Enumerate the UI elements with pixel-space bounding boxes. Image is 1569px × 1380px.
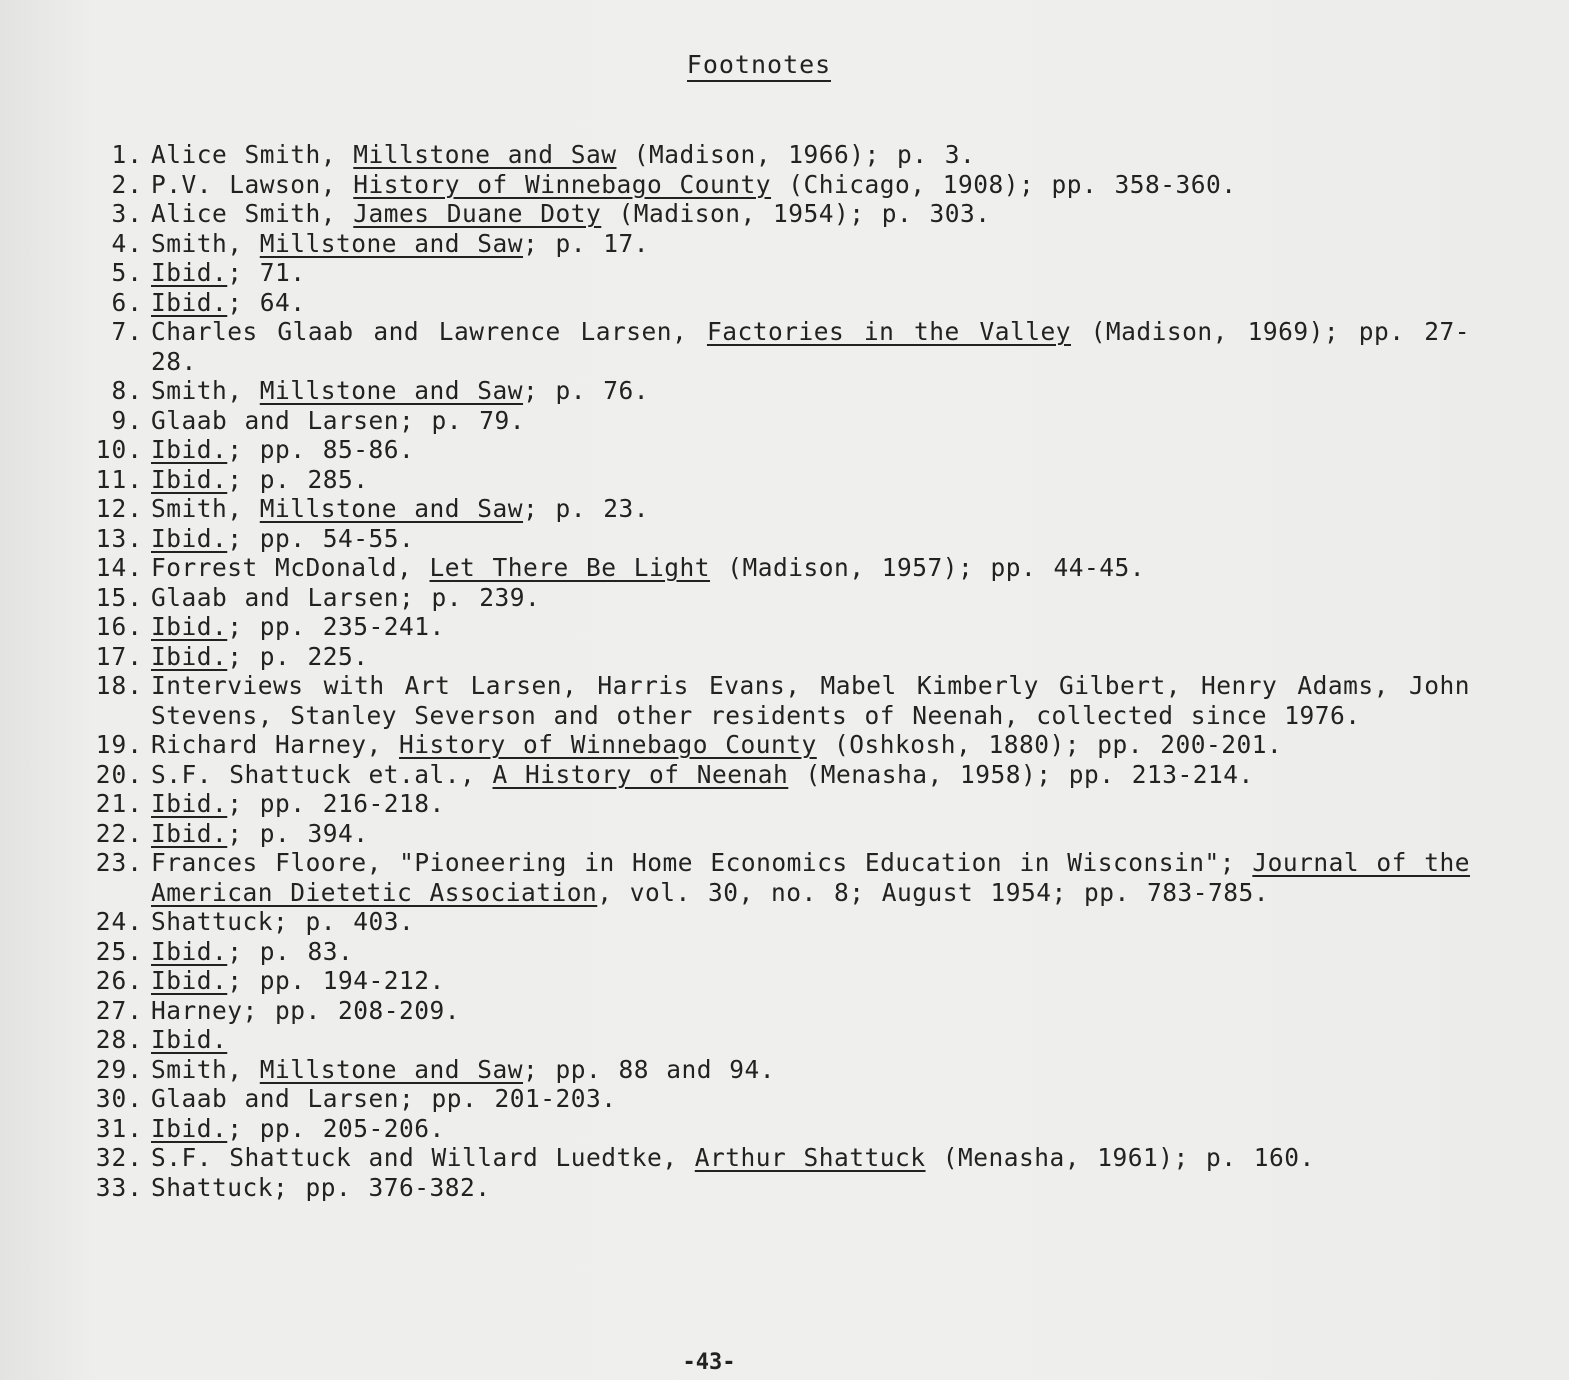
footnote-item	[55, 465, 1470, 495]
footnote-number: 22.	[95, 818, 143, 848]
footnote-text-part: Glaab and Larsen; p. 79.	[151, 405, 526, 435]
footnote-title-underlined: Ibid.	[151, 612, 228, 641]
footnote-text-part: ; 71.	[227, 258, 306, 287]
footnote-text-part: ; pp. 85-86.	[227, 435, 415, 464]
footnote-text	[151, 907, 1470, 937]
footnote-item	[55, 1173, 1470, 1203]
footnote-text-part: Interviews with Art Larsen, Harris Evans, Mabel Kimberly Gilbert, Henry Adams, John Stevens, Stanley Severson and other residents of Neenah, collected since 1976.	[151, 671, 1470, 730]
footnote-item	[55, 996, 1470, 1026]
footnote-text	[151, 376, 1470, 406]
footnote-text	[151, 1025, 1470, 1055]
footnote-text-part: Smith,	[151, 376, 260, 405]
footnote-text-part: Smith,	[151, 1054, 260, 1084]
footnote-title-underlined: Millstone and Saw	[259, 494, 524, 523]
footnote-text	[151, 288, 1470, 318]
footnote-number: 18.	[95, 671, 143, 700]
footnote-number: 4.	[111, 228, 143, 258]
footnote-text-part: ; p. 23.	[523, 494, 650, 523]
footnote-item	[55, 494, 1470, 524]
footnote-item	[55, 1114, 1470, 1144]
footnote-text	[151, 553, 1470, 583]
footnote-text-part: (Madison, 1966); p. 3.	[616, 140, 976, 169]
footnote-text	[151, 671, 1470, 730]
footnote-number: 6.	[111, 287, 143, 317]
footnote-text	[151, 730, 1470, 760]
footnote-text-part: (Menasha, 1961); p. 160.	[925, 1143, 1315, 1172]
footnote-text-part: ; pp. 205-206.	[227, 1113, 445, 1143]
footnote-number: 24.	[95, 907, 143, 936]
footnote-item	[55, 671, 1470, 730]
footnote-item	[55, 819, 1470, 849]
footnote-item	[55, 730, 1470, 760]
footnote-text-part: Smith,	[151, 494, 260, 523]
footnote-number: 7.	[111, 317, 143, 346]
footnote-text-part: Shattuck; p. 403.	[151, 907, 415, 936]
footnote-item	[55, 1025, 1470, 1055]
footnote-number: 19.	[95, 730, 143, 759]
footnote-text-part: S.F. Shattuck and Willard Luedtke,	[151, 1143, 695, 1172]
footnote-item	[55, 317, 1470, 376]
footnote-item	[55, 612, 1470, 642]
footnote-text-part: (Menasha, 1958); pp. 213-214.	[788, 759, 1254, 789]
footnote-number: 29.	[95, 1054, 143, 1084]
footnote-text-part: Glaab and Larsen; pp. 201-203.	[151, 1084, 617, 1113]
footnotes-list	[55, 140, 1470, 1202]
footnote-text	[151, 524, 1470, 554]
footnote-number: 15.	[95, 582, 143, 612]
footnote-text	[151, 170, 1470, 200]
footnote-number: 26.	[95, 966, 143, 995]
footnote-number: 21.	[95, 789, 143, 818]
footnote-item	[55, 760, 1470, 790]
footnote-title-underlined: Ibid.	[151, 287, 228, 317]
footnote-text	[151, 199, 1470, 229]
footnote-number: 12.	[95, 494, 143, 523]
footnote-title-underlined: Ibid.	[151, 258, 228, 287]
footnote-title-underlined: A History of Neenah	[492, 759, 789, 789]
footnote-title-underlined: James Duane Doty	[353, 199, 602, 228]
footnote-number: 25.	[95, 936, 143, 966]
footnote-text	[151, 937, 1470, 967]
footnote-item	[55, 848, 1470, 907]
footnote-number: 33.	[95, 1172, 143, 1202]
footnote-text	[151, 848, 1470, 907]
footnote-number: 10.	[95, 435, 143, 464]
footnote-item	[55, 789, 1470, 819]
footnote-title-underlined: Millstone and Saw	[259, 376, 524, 405]
footnote-text-part: (Chicago, 1908); pp. 358-360.	[771, 169, 1237, 199]
footnote-number: 23.	[95, 848, 143, 877]
footnote-title-underlined: Journal of the American Dietetic Association	[151, 848, 1470, 907]
footnote-number: 5.	[111, 258, 143, 287]
footnote-text-part: (Madison, 1954); p. 303.	[601, 199, 991, 228]
footnote-item	[55, 642, 1470, 672]
footnote-text	[151, 1055, 1470, 1085]
footnote-text-part: Forrest McDonald,	[151, 553, 430, 582]
footnote-text-part: ; pp. 194-212.	[227, 966, 445, 995]
footnote-text-part: Alice Smith,	[151, 140, 354, 169]
footnote-text	[151, 140, 1470, 170]
footnote-item	[55, 583, 1470, 613]
footnote-title-underlined: Ibid.	[151, 523, 228, 553]
footnote-text	[151, 966, 1470, 996]
footnote-text	[151, 1114, 1470, 1144]
footnote-title-underlined: History of Winnebago County	[353, 169, 772, 199]
footnote-title-underlined: Arthur Shattuck	[694, 1143, 926, 1172]
footnote-title-underlined: Factories in the Valley	[706, 317, 1071, 346]
footnote-item	[55, 435, 1470, 465]
footnote-number: 13.	[95, 523, 143, 553]
footnote-text	[151, 583, 1470, 613]
footnote-text-part: Alice Smith,	[151, 199, 354, 228]
page-title-text: Footnotes	[687, 50, 831, 82]
footnote-title-underlined: Ibid.	[151, 818, 228, 848]
footnote-number: 27.	[95, 995, 143, 1025]
footnote-item	[55, 907, 1470, 937]
footnote-number: 28.	[95, 1025, 143, 1054]
footnote-item	[55, 376, 1470, 406]
footnote-number: 17.	[95, 641, 143, 671]
footnote-text	[151, 465, 1470, 495]
footnote-text-part: ; p. 17.	[523, 228, 650, 258]
footnote-text	[151, 317, 1470, 376]
footnote-number: 3.	[111, 199, 143, 228]
footnote-text-part: ; pp. 88 and 94.	[523, 1054, 776, 1084]
footnote-title-underlined: Ibid.	[151, 464, 228, 494]
footnote-text-part: ; p. 285.	[227, 464, 369, 494]
footnote-text-part: (Madison, 1969); pp. 27-28.	[151, 317, 1470, 376]
footnote-number: 11.	[95, 464, 143, 494]
footnote-title-underlined: Ibid.	[151, 1025, 228, 1054]
footnote-item	[55, 406, 1470, 436]
footnote-text	[151, 229, 1470, 259]
footnote-text	[151, 1173, 1470, 1203]
footnote-number: 1.	[111, 140, 143, 169]
footnote-number: 31.	[95, 1113, 143, 1143]
footnote-text-part: , vol. 30, no. 8; August 1954; pp. 783-785.	[597, 877, 1270, 907]
footnote-text	[151, 996, 1470, 1026]
footnote-item	[55, 524, 1470, 554]
footnote-title-underlined: Ibid.	[151, 936, 228, 966]
footnote-item	[55, 140, 1470, 170]
footnote-text-part: Shattuck; pp. 376-382.	[151, 1172, 491, 1202]
footnote-text-part: ; pp. 235-241.	[227, 612, 445, 641]
footnote-title-underlined: Millstone and Saw	[259, 1054, 524, 1084]
footnote-text	[151, 1084, 1470, 1114]
footnote-text	[151, 760, 1470, 790]
footnote-item	[55, 1084, 1470, 1114]
footnote-text	[151, 1143, 1470, 1173]
footnote-number: 9.	[111, 405, 143, 435]
footnote-item	[55, 229, 1470, 259]
footnote-text	[151, 494, 1470, 524]
footnote-text	[151, 406, 1470, 436]
footnote-text-part: ; p. 394.	[227, 818, 369, 848]
footnote-item	[55, 1143, 1470, 1173]
footnote-text-part: ; pp. 54-55.	[227, 523, 415, 553]
footnote-item	[55, 553, 1470, 583]
footnote-text	[151, 435, 1470, 465]
footnote-number: 32.	[95, 1143, 143, 1172]
footnote-text	[151, 642, 1470, 672]
footnote-number: 16.	[95, 612, 143, 641]
page-title	[0, 50, 1518, 79]
footnote-title-underlined: Ibid.	[151, 435, 228, 464]
footnote-text	[151, 789, 1470, 819]
footnote-text-part: ; p. 76.	[523, 376, 650, 405]
footnote-title-underlined: Ibid.	[151, 641, 228, 671]
footnote-text-part: Harney; pp. 208-209.	[151, 995, 461, 1025]
footnote-text-part: Richard Harney,	[151, 730, 400, 759]
footnote-text	[151, 819, 1470, 849]
footnote-title-underlined: Ibid.	[151, 966, 228, 995]
page-number: -43-	[682, 1350, 736, 1375]
footnote-title-underlined: History of Winnebago County	[399, 730, 817, 759]
footnote-text-part: Charles Glaab and Lawrence Larsen,	[151, 317, 707, 346]
footnote-text-part: S.F. Shattuck et.al.,	[151, 759, 493, 789]
footnote-number: 14.	[95, 553, 143, 582]
footnote-text-part: ; pp. 216-218.	[227, 789, 445, 818]
footnote-title-underlined: Millstone and Saw	[353, 140, 617, 169]
footnote-title-underlined: Let There Be Light	[429, 553, 711, 582]
footnote-number: 20.	[95, 759, 143, 789]
footnote-text-part: ; 64.	[227, 287, 306, 317]
footnote-item	[55, 966, 1470, 996]
footnote-item	[55, 937, 1470, 967]
footnote-text-part: ; p. 83.	[227, 936, 354, 966]
footnote-text-part: Frances Floore, "Pioneering in Home Economics Education in Wisconsin";	[151, 848, 1253, 877]
footnote-text	[151, 258, 1470, 288]
footnote-number: 2.	[111, 169, 143, 199]
footnote-item	[55, 288, 1470, 318]
footnote-title-underlined: Millstone and Saw	[259, 228, 524, 258]
footnote-text-part: ; p. 225.	[227, 641, 369, 671]
footnote-text-part: (Oshkosh, 1880); pp. 200-201.	[816, 730, 1283, 759]
footnote-number: 30.	[95, 1084, 143, 1113]
footnote-text-part: P.V. Lawson,	[151, 169, 354, 199]
footnote-title-underlined: Ibid.	[151, 789, 228, 818]
footnote-item	[55, 258, 1470, 288]
footnote-text-part: Smith,	[151, 228, 260, 258]
footnote-title-underlined: Ibid.	[151, 1113, 228, 1143]
footnote-number: 8.	[111, 376, 143, 405]
footnote-item	[55, 170, 1470, 200]
footnote-item	[55, 1055, 1470, 1085]
footnote-text-part: (Madison, 1957); pp. 44-45.	[710, 553, 1146, 582]
footnote-item	[55, 199, 1470, 229]
footnote-text	[151, 612, 1470, 642]
footnote-text-part: Glaab and Larsen; p. 239.	[151, 582, 541, 612]
